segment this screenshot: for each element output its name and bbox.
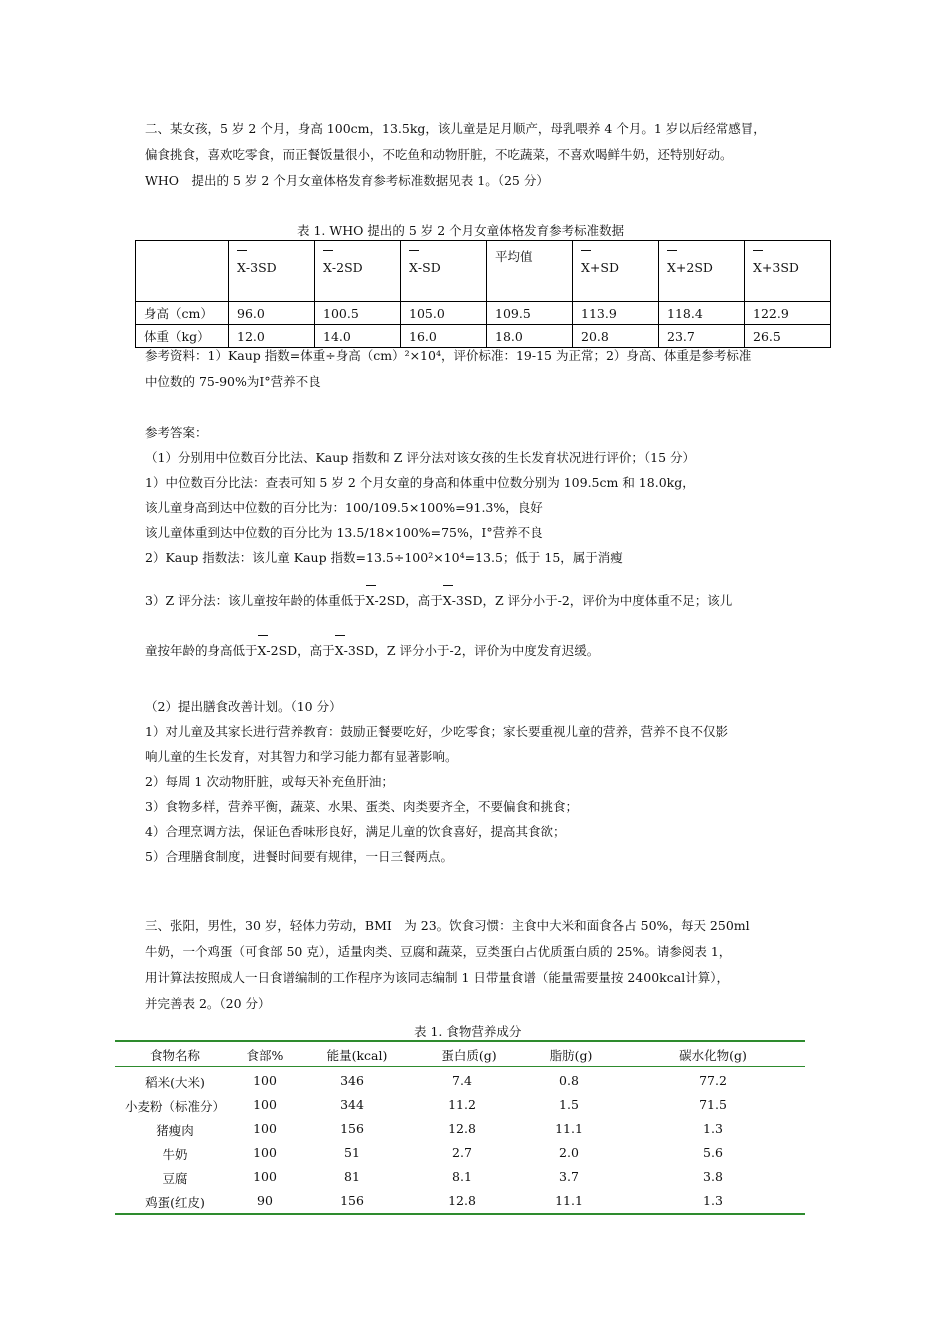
- table-cell: 346: [340, 1073, 364, 1088]
- header-cell: 蛋白质(g): [441, 1048, 497, 1063]
- table-cell: 77.2: [699, 1073, 727, 1088]
- table1-header-cell: X-SD: [401, 241, 487, 302]
- reference-line-2: 中位数的 75-90%为Ⅰ°营养不良: [145, 374, 321, 389]
- q2-intro-line-1: 二、某女孩，5 岁 2 个月，身高 100cm，13.5kg，该儿童是足月顺产，母乳喂养 4 个月。1 岁以后经常感冒，: [145, 121, 766, 136]
- table-cell: 109.5: [487, 302, 573, 325]
- table1-caption: 表 1. WHO 提出的 5 岁 2 个月女童体格发育参考标准数据: [297, 223, 625, 238]
- table-row: [115, 1093, 805, 1117]
- zscore-line-1: 3）Z 评分法：该儿童按年龄的体重低于X-2SD，高于X-3SD，Z 评分小于-2，评价为中度体重不足；该儿: [145, 593, 733, 608]
- table-cell: 鸡蛋(红皮): [145, 1195, 205, 1210]
- table-cell: 8.1: [452, 1169, 472, 1184]
- table-cell: 100.5: [315, 302, 401, 325]
- table-row: [115, 1141, 805, 1165]
- part1-line-4: 该儿童体重到达中位数的百分比为 13.5/18×100%=75%，Ⅰ°营养不良: [145, 525, 543, 540]
- q3-intro-line-4: 并完善表 2。（20 分）: [145, 996, 271, 1011]
- table1-header-cell: X-3SD: [229, 241, 315, 302]
- table1-header-cell: X+2SD: [659, 241, 745, 302]
- table1-row-weight: [136, 325, 831, 348]
- table1-header-empty: [136, 241, 229, 302]
- table-cell: 12.8: [448, 1121, 476, 1136]
- table-rule: [115, 1213, 805, 1215]
- xbar-symbol: X: [334, 643, 344, 658]
- table-row: [115, 1117, 805, 1141]
- table-cell: 100: [253, 1145, 277, 1160]
- table-row: [115, 1189, 805, 1213]
- q3-intro-line-3: 用计算法按照成人一日食谱编制的工作程序为该同志编制 1 日带量食谱（能量需要量按 2400kcal计算），: [145, 970, 729, 985]
- table1-header-cell: 平均值: [487, 241, 573, 302]
- reference-line-1: 参考资料：1）Kaup 指数=体重÷身高（cm）²×10⁴，评价标准：19-15 为正常；2）身高、体重是参考标准: [145, 348, 752, 363]
- table-cell: 2.0: [559, 1145, 579, 1160]
- table-cell: 51: [344, 1145, 360, 1160]
- table-cell: 身高（cm）: [136, 302, 229, 325]
- table1-row-height: [136, 302, 831, 325]
- table-cell: 26.5: [745, 325, 831, 348]
- q3-intro-line-1: 三、张阳，男性，30 岁，轻体力劳动，BMI 为 23。饮食习惯：主食中大米和面食各占 50%，每天 250ml: [145, 918, 750, 933]
- part1-line-5: 2）Kaup 指数法：该儿童 Kaup 指数=13.5÷100²×10⁴=13.5；低于 15，属于消瘦: [145, 550, 623, 565]
- table-cell: 豆腐: [162, 1171, 188, 1186]
- table-cell: 牛奶: [162, 1147, 188, 1162]
- table-cell: 3.8: [703, 1169, 723, 1184]
- table-cell: 156: [340, 1193, 364, 1208]
- table-cell: 小麦粉（标准分）: [124, 1099, 226, 1114]
- table-cell: 100: [253, 1121, 277, 1136]
- answer-title: 参考答案：: [145, 425, 208, 440]
- table-cell: 344: [340, 1097, 364, 1112]
- xbar-symbol: X: [442, 593, 452, 608]
- table-cell: 猪瘦肉: [156, 1123, 194, 1138]
- header-cell: 能量(kcal): [326, 1048, 388, 1063]
- table-cell: 11.1: [555, 1193, 583, 1208]
- table-cell: 稻米(大米): [145, 1075, 205, 1090]
- table-cell: 12.8: [448, 1193, 476, 1208]
- q2-intro-line-3: WHO 提出的 5 岁 2 个月女童体格发育参考标准数据见表 1。（25 分）: [145, 173, 549, 188]
- header-cell: 脂肪(g): [549, 1048, 593, 1063]
- table-cell: 11.2: [448, 1097, 476, 1112]
- q3-intro-line-2: 牛奶，一个鸡蛋（可食部 50 克），适量肉类、豆腐和蔬菜，豆类蛋白占优质蛋白质的 25%。请参阅表 1，: [145, 944, 732, 959]
- part2-line-3: 响儿童的生长发育，对其智力和学习能力都有显著影响。: [145, 749, 458, 764]
- table2-caption: 表 1. 食物营养成分: [414, 1024, 522, 1039]
- table-cell: 1.3: [703, 1193, 723, 1208]
- part2-line-1: （2）提出膳食改善计划。（10 分）: [145, 699, 342, 714]
- part2-line-4: 2）每周 1 次动物肝脏，或每天补充鱼肝油；: [145, 774, 394, 789]
- table2-header-row: [115, 1042, 805, 1066]
- header-cell: 食部%: [246, 1048, 284, 1063]
- growth-reference-table: [135, 240, 831, 348]
- part2-line-2: 1）对儿童及其家长进行营养教育：鼓励正餐要吃好，少吃零食；家长要重视儿童的营养，营养不良不仅影: [145, 724, 728, 739]
- table-cell: 23.7: [659, 325, 745, 348]
- table-row: [115, 1069, 805, 1093]
- table1-header-cell: X-2SD: [315, 241, 401, 302]
- table-cell: 0.8: [559, 1073, 579, 1088]
- table-cell: 156: [340, 1121, 364, 1136]
- table-cell: 12.0: [229, 325, 315, 348]
- table-cell: 96.0: [229, 302, 315, 325]
- table-cell: 1.3: [703, 1121, 723, 1136]
- table1-header-cell: X+3SD: [745, 241, 831, 302]
- table-cell: 18.0: [487, 325, 573, 348]
- table-cell: 20.8: [573, 325, 659, 348]
- xbar-symbol: X: [257, 643, 267, 658]
- table-cell: 14.0: [315, 325, 401, 348]
- table-cell: 16.0: [401, 325, 487, 348]
- table-cell: 3.7: [559, 1169, 579, 1184]
- table-cell: 100: [253, 1169, 277, 1184]
- table-cell: 118.4: [659, 302, 745, 325]
- table-cell: 1.5: [559, 1097, 579, 1112]
- table-cell: 5.6: [703, 1145, 723, 1160]
- table-row: [115, 1165, 805, 1189]
- table-cell: 100: [253, 1097, 277, 1112]
- table-cell: 90: [257, 1193, 273, 1208]
- part1-line-3: 该儿童身高到达中位数的百分比为：100/109.5×100%=91.3%，良好: [145, 500, 543, 515]
- table1-header-cell: X+SD: [573, 241, 659, 302]
- table-cell: 2.7: [452, 1145, 472, 1160]
- table-cell: 100: [253, 1073, 277, 1088]
- table-cell: 7.4: [452, 1073, 472, 1088]
- nutrition-table: [115, 1040, 805, 1215]
- table-cell: 122.9: [745, 302, 831, 325]
- header-cell: 碳水化物(g): [679, 1048, 747, 1063]
- part2-line-7: 5）合理膳食制度，进餐时间要有规律，一日三餐两点。: [145, 849, 453, 864]
- part1-line-2: 1）中位数百分比法：查表可知 5 岁 2 个月女童的身高和体重中位数分别为 109.5cm 和 18.0kg，: [145, 475, 695, 490]
- table-cell: 113.9: [573, 302, 659, 325]
- table-cell: 11.1: [555, 1121, 583, 1136]
- part2-line-5: 3）食物多样，营养平衡，蔬菜、水果、蛋类、肉类要齐全，不要偏食和挑食；: [145, 799, 578, 814]
- q2-intro-line-2: 偏食挑食，喜欢吃零食，而正餐饭量很小，不吃鱼和动物肝脏，不吃蔬菜，不喜欢喝鲜牛奶，还特别好动。: [145, 147, 733, 162]
- header-cell: 食物名称: [149, 1048, 201, 1063]
- table1-header-row: [136, 241, 831, 302]
- table-cell: 81: [344, 1169, 360, 1184]
- part1-line-1: （1）分别用中位数百分比法、Kaup 指数和 Z 评分法对该女孩的生长发育状况进行评价；（15 分）: [145, 450, 696, 465]
- table-cell: 105.0: [401, 302, 487, 325]
- xbar-symbol: X: [365, 593, 375, 608]
- part2-line-6: 4）合理烹调方法，保证色香味形良好，满足儿童的饮食喜好，提高其食欲；: [145, 824, 566, 839]
- table-cell: 体重（kg）: [136, 325, 229, 348]
- zscore-line-2: 童按年龄的身高低于X-2SD，高于X-3SD，Z 评分小于-2，评价为中度发育迟缓。: [145, 643, 600, 658]
- table-cell: 71.5: [699, 1097, 727, 1112]
